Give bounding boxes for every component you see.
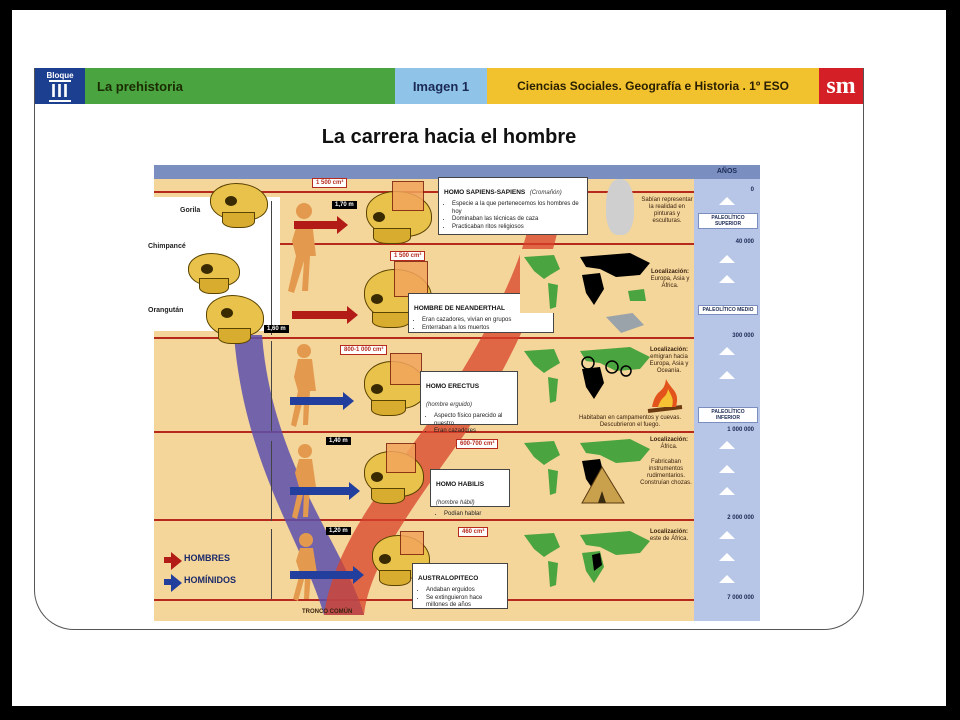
- brain-box: [392, 181, 424, 211]
- subject-title: Ciencias Sociales. Geografía e Historia . 1º ESO: [487, 68, 819, 104]
- up-arrow-icon: [719, 275, 735, 283]
- species-subname: (Cromañón): [529, 190, 562, 196]
- fact: • Se extinguieron hace millones de años: [426, 595, 502, 610]
- height-label: 1,40 m: [326, 437, 351, 445]
- height-scale: [271, 341, 272, 431]
- species-subname: (hombre hábil): [436, 500, 475, 506]
- legend-hombres-arrow-icon: [164, 557, 172, 563]
- chimp-skull-icon: [188, 253, 240, 287]
- period-label: PALEOLÍTICO SUPERIOR: [698, 213, 758, 229]
- gorilla-skull-icon: [210, 183, 268, 221]
- up-arrow-icon: [719, 255, 735, 263]
- species-info-australopiteco: [412, 563, 508, 609]
- legend-hombres: HOMBRES: [184, 553, 231, 563]
- up-arrow-icon: [719, 465, 735, 473]
- years-timeline: [694, 165, 760, 621]
- species-name: HOMO HABILIS: [436, 481, 485, 488]
- bloque-badge: [35, 68, 85, 104]
- hominidos-arrow-icon: [290, 571, 354, 579]
- brain-volume: 800-1 000 cm³: [340, 345, 387, 355]
- height-scale: [271, 441, 272, 521]
- hombres-arrow-icon: [292, 311, 348, 319]
- years-header: AÑOS: [694, 165, 760, 179]
- fact: • Enterraban a los muertos: [422, 325, 548, 333]
- period-label: PALEOLÍTICO INFERIOR: [698, 407, 758, 423]
- world-map-neanderthal: [520, 249, 654, 313]
- up-arrow-icon: [719, 487, 735, 495]
- period-label: PALEOLÍTICO MEDIO: [698, 305, 758, 315]
- map-text: África.: [660, 444, 678, 450]
- year-label: 2 000 000: [727, 515, 754, 521]
- year-label: 40 000: [735, 239, 754, 245]
- map-text: este de África.: [649, 536, 689, 542]
- sm-logo: sm: [819, 68, 863, 104]
- walking-human-icon: [290, 531, 326, 608]
- height-label: 1,20 m: [326, 527, 351, 535]
- fact: • Dominaban las técnicas de caza: [452, 216, 582, 224]
- species-name: HOMBRE DE NEANDERTHAL: [414, 305, 505, 312]
- legend-hominidos-arrow-icon: [164, 579, 172, 585]
- legend-hominidos: HOMÍNIDOS: [184, 575, 237, 585]
- species-info-erectus: [420, 371, 518, 434]
- ape-label-chimp: Chimpancé: [148, 243, 186, 250]
- fact: • Aspecto físico parecido al nuestro: [434, 413, 512, 428]
- brain-box: [394, 261, 428, 297]
- year-label: 7 000 000: [727, 595, 754, 601]
- height-scale: [271, 201, 272, 335]
- evolution-infographic: [148, 165, 760, 621]
- campfire-icon: [642, 377, 688, 413]
- page-title: La carrera hacia el hombre: [321, 126, 577, 148]
- trunk-label: TRONCO COMÚN: [302, 609, 353, 615]
- topic-title: La prehistoria: [85, 68, 395, 104]
- ape-label-gorilla: Gorila: [180, 207, 201, 214]
- map-extra-text: Habitaban en campamentos y cuevas. Descubrieron el fuego.: [578, 415, 682, 428]
- fact: • Eran cazadores: [434, 428, 512, 436]
- world-map-australopiteco: [520, 527, 654, 591]
- content-panel: [34, 68, 864, 630]
- map-title: Localización:: [649, 437, 688, 443]
- walking-human-icon: [286, 341, 326, 436]
- up-arrow-icon: [719, 575, 735, 583]
- hominidos-arrow-icon: [290, 397, 344, 405]
- species-subname: (hombre erguido): [426, 402, 473, 408]
- hombres-arrow-icon: [294, 221, 338, 229]
- fact: • Podían hablar: [444, 511, 504, 519]
- up-arrow-icon: [719, 371, 735, 379]
- year-label: 0: [750, 187, 754, 193]
- up-arrow-icon: [719, 531, 735, 539]
- map-text-block: [644, 347, 694, 375]
- hut-icon: [580, 465, 626, 505]
- map-title: Localización:: [649, 529, 688, 535]
- map-title: Localización:: [649, 347, 688, 353]
- up-arrow-icon: [719, 197, 735, 205]
- brain-box: [386, 443, 416, 473]
- walking-human-icon: [288, 441, 326, 526]
- venus-figurine-icon: [606, 179, 634, 235]
- map-text: Europa, Asia y África.: [650, 276, 690, 289]
- ape-label-orangutan: Orangután: [148, 307, 184, 314]
- bloque-number: III: [50, 80, 69, 101]
- year-label: 300 000: [732, 333, 754, 339]
- height-label: 1,70 m: [332, 201, 357, 209]
- map-text: Sabían representar la realidad en pinturas y esculturas.: [641, 197, 693, 224]
- map-text-block: [646, 269, 694, 290]
- species-info-habilis: [430, 469, 510, 517]
- up-arrow-icon: [719, 441, 735, 449]
- image-label: Imagen 1: [395, 68, 487, 104]
- map-title: Localización:: [650, 269, 689, 275]
- species-info-sapiens: [438, 177, 588, 235]
- height-scale: [271, 529, 272, 599]
- up-arrow-icon: [719, 553, 735, 561]
- brain-box: [390, 353, 422, 385]
- bloque-label: Bloque: [46, 70, 74, 80]
- walking-human-icon: [282, 201, 330, 306]
- map-text-block: [644, 529, 694, 543]
- fact: • Andaban erguidos: [426, 587, 502, 595]
- fact: • Practicaban ritos religiosos: [452, 224, 582, 232]
- brain-volume: 460 cm³: [458, 527, 488, 537]
- species-name: AUSTRALOPITECO: [418, 575, 479, 582]
- fact: • Eran cazadores, vivían en grupos: [422, 317, 548, 325]
- map-text: emigran hacia Europa, Asia y Oceanía.: [649, 354, 689, 374]
- up-arrow-icon: [719, 347, 735, 355]
- slide: [12, 10, 946, 706]
- map-extra-text: Fabricaban instrumentos rudimentarios. Construían chozas.: [640, 459, 692, 486]
- species-name: HOMO ERECTUS: [426, 383, 480, 390]
- height-label: 1,60 m: [264, 325, 289, 333]
- hominidos-arrow-icon: [290, 487, 350, 495]
- brain-volume: 1 500 cm³: [390, 251, 425, 261]
- species-name: HOMO SAPIENS-SAPIENS: [444, 189, 526, 196]
- orangutan-skull-icon: [206, 295, 264, 337]
- map-text-block: [644, 437, 694, 451]
- brain-box: [400, 531, 424, 555]
- brain-volume: 600-700 cm³: [456, 439, 498, 449]
- brain-volume: 1 500 cm³: [312, 178, 347, 188]
- fact: • Especie a la que pertenecemos los hombres de hoy: [452, 201, 582, 216]
- year-label: 1 000 000: [727, 427, 754, 433]
- world-map-erectus: [520, 343, 654, 407]
